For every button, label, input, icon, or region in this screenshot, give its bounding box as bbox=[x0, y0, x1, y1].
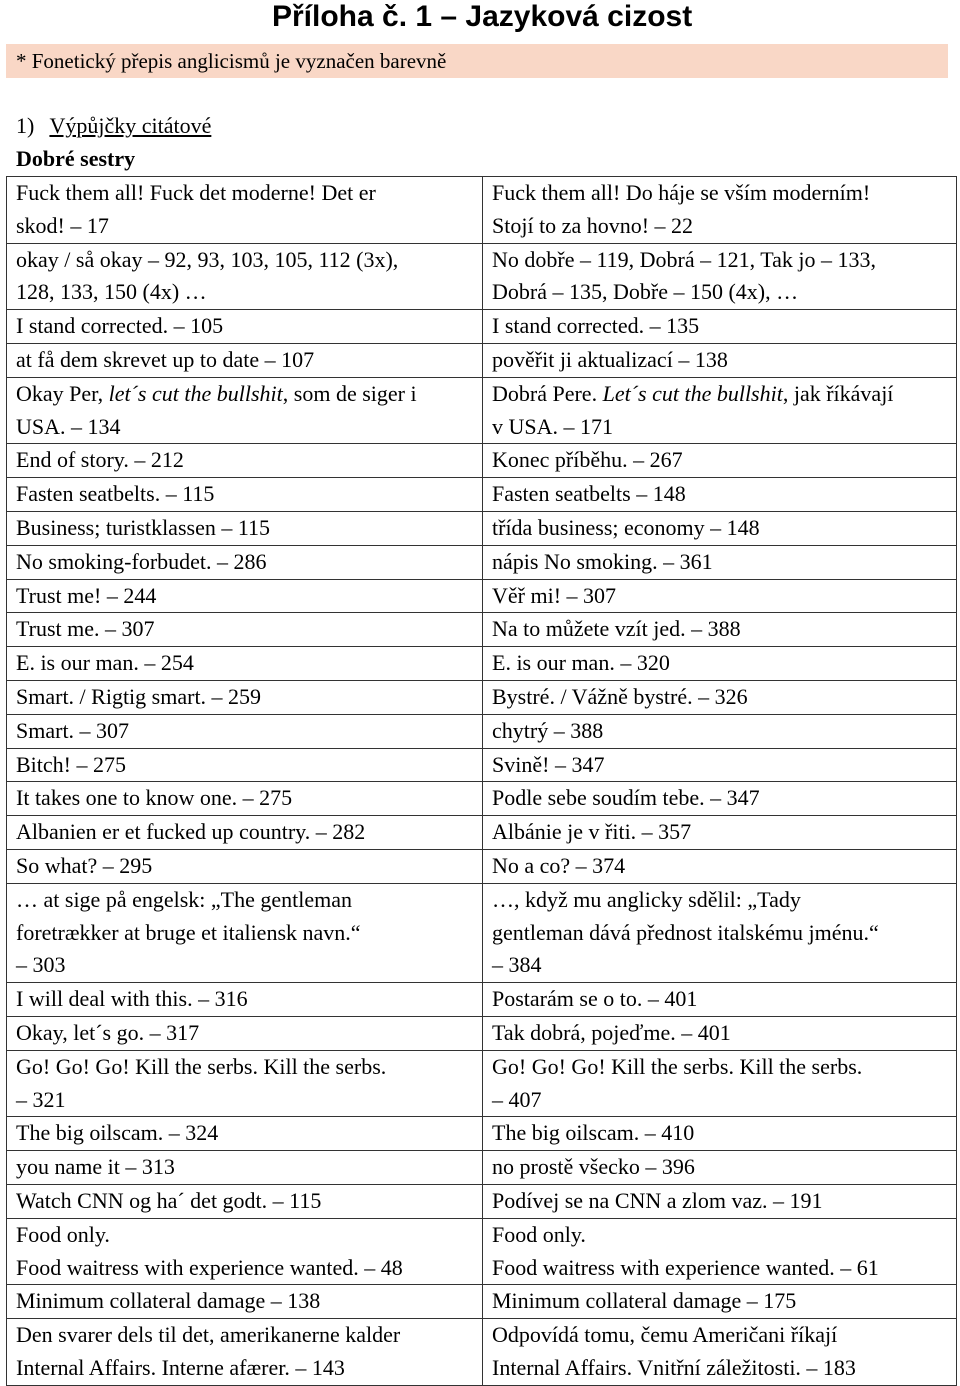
text-line: The big oilscam. – 324 bbox=[16, 1120, 219, 1146]
text-line: pověřit ji aktualizací – 138 bbox=[492, 346, 728, 372]
text-line: Postarám se o to. – 401 bbox=[492, 986, 698, 1012]
table-row bbox=[7, 983, 957, 1017]
text-line: Go! Go! Go! Kill the serbs. Kill the serbs. bbox=[16, 1053, 387, 1079]
translation-cell bbox=[483, 511, 957, 545]
source-cell bbox=[7, 1117, 483, 1151]
text-plain: , jak říkávají bbox=[782, 380, 894, 406]
translation-cell bbox=[483, 310, 957, 344]
translation-cell bbox=[483, 1050, 957, 1117]
text-line: Věř mi! – 307 bbox=[492, 582, 617, 608]
table-row bbox=[7, 478, 957, 512]
text-plain: , som de siger i bbox=[282, 380, 417, 406]
text-line: at få dem skrevet up to date – 107 bbox=[16, 346, 315, 372]
text-line: chytrý – 388 bbox=[492, 717, 604, 743]
translation-table bbox=[6, 176, 957, 1386]
text-line: Minimum collateral damage – 175 bbox=[492, 1288, 797, 1314]
text-line: Svině! – 347 bbox=[492, 751, 605, 777]
text-line: So what? – 295 bbox=[16, 852, 153, 878]
table-row bbox=[7, 579, 957, 613]
table-row bbox=[7, 1285, 957, 1319]
text-italic: let´s cut the bullshit bbox=[108, 380, 283, 406]
table-row bbox=[7, 511, 957, 545]
table-row bbox=[7, 444, 957, 478]
highlight-note: * Fonetický přepis anglicismů je vyznačen barevně bbox=[6, 44, 948, 78]
text-line: No dobře – 119, Dobrá – 121, Tak jo – 133, bbox=[492, 246, 877, 272]
translation-cell bbox=[483, 613, 957, 647]
page-title: Příloha č. 1 – Jazyková cizost bbox=[272, 0, 693, 33]
text-line: It takes one to know one. – 275 bbox=[16, 785, 293, 811]
source-cell bbox=[7, 1285, 483, 1319]
text-line: Konec příběhu. – 267 bbox=[492, 447, 683, 473]
text-line: Fasten seatbelts – 148 bbox=[492, 481, 686, 507]
text-line: Den svarer dels til det, amerikanerne kalder bbox=[16, 1322, 401, 1348]
text-plain: Okay Per, bbox=[16, 380, 109, 406]
text-line: – 303 bbox=[16, 952, 66, 978]
source-cell bbox=[7, 1319, 483, 1386]
text-line: Na to můžete vzít jed. – 388 bbox=[492, 616, 741, 642]
work-title: Dobré sestry bbox=[16, 146, 136, 171]
source-cell bbox=[7, 883, 483, 982]
table-row bbox=[7, 680, 957, 714]
translation-cell bbox=[483, 545, 957, 579]
text-line: no prostě všecko – 396 bbox=[492, 1154, 695, 1180]
section-heading bbox=[16, 110, 211, 142]
translation-cell bbox=[483, 1117, 957, 1151]
text-line: Minimum collateral damage – 138 bbox=[16, 1288, 321, 1314]
source-cell bbox=[7, 243, 483, 310]
translation-cell bbox=[483, 680, 957, 714]
text-line: … at sige på engelsk: „The gentleman bbox=[16, 886, 352, 912]
text-line: okay / så okay – 92, 93, 103, 105, 112 (3x), bbox=[16, 246, 399, 272]
section-label: Výpůjčky citátové bbox=[49, 113, 212, 138]
text-line: Odpovídá tomu, čemu Američani říkají bbox=[492, 1322, 838, 1348]
text-line: Go! Go! Go! Kill the serbs. Kill the serbs. bbox=[492, 1053, 863, 1079]
table-row bbox=[7, 1117, 957, 1151]
text-line: třída business; economy – 148 bbox=[492, 514, 760, 540]
text-line: The big oilscam. – 410 bbox=[492, 1120, 695, 1146]
text-line: gentleman dává přednost italskému jménu.“ bbox=[492, 919, 879, 945]
table-row bbox=[7, 310, 957, 344]
text-line: Bitch! – 275 bbox=[16, 751, 126, 777]
text-line: Food only. bbox=[492, 1221, 586, 1247]
text-line: Watch CNN og ha´ det godt. – 115 bbox=[16, 1187, 322, 1213]
text-line: I stand corrected. – 135 bbox=[492, 313, 700, 339]
text-line: Food waitress with experience wanted. – 61 bbox=[492, 1254, 879, 1280]
source-cell bbox=[7, 613, 483, 647]
text-line: Trust me. – 307 bbox=[16, 616, 155, 642]
translation-cell bbox=[483, 579, 957, 613]
text-line bbox=[16, 378, 474, 411]
source-cell bbox=[7, 478, 483, 512]
source-cell bbox=[7, 748, 483, 782]
text-line: End of story. – 212 bbox=[16, 447, 184, 473]
text-line: No smoking-forbudet. – 286 bbox=[16, 548, 267, 574]
text-line: Fuck them all! Fuck det moderne! Det er bbox=[16, 180, 376, 205]
table-row bbox=[7, 613, 957, 647]
text-line: No a co? – 374 bbox=[492, 852, 626, 878]
table-row bbox=[7, 647, 957, 681]
translation-cell bbox=[483, 444, 957, 478]
source-cell bbox=[7, 1016, 483, 1050]
source-cell bbox=[7, 714, 483, 748]
text-line: Podívej se na CNN a zlom vaz. – 191 bbox=[492, 1187, 823, 1213]
translation-cell bbox=[483, 1151, 957, 1185]
source-cell bbox=[7, 310, 483, 344]
text-line: I stand corrected. – 105 bbox=[16, 313, 224, 339]
text-line: Tak dobrá, pojeďme. – 401 bbox=[492, 1019, 731, 1045]
text-line: E. is our man. – 254 bbox=[16, 650, 194, 676]
translation-cell bbox=[483, 714, 957, 748]
translation-cell bbox=[483, 647, 957, 681]
text-line: Food waitress with experience wanted. – 48 bbox=[16, 1254, 403, 1280]
table-row bbox=[7, 1050, 957, 1117]
text-italic: Let´s cut the bullshit bbox=[602, 380, 783, 406]
table-row bbox=[7, 177, 957, 244]
translation-cell bbox=[483, 1285, 957, 1319]
source-cell bbox=[7, 647, 483, 681]
source-cell bbox=[7, 444, 483, 478]
source-cell bbox=[7, 377, 483, 444]
text-line: Internal Affairs. Vnitřní záležitosti. – 183 bbox=[492, 1354, 856, 1380]
source-cell bbox=[7, 782, 483, 816]
text-line: v USA. – 171 bbox=[492, 413, 614, 439]
text-line: nápis No smoking. – 361 bbox=[492, 548, 713, 574]
text-line: Smart. – 307 bbox=[16, 717, 130, 743]
text-line: Okay, let´s go. – 317 bbox=[16, 1019, 200, 1045]
text-line: Internal Affairs. Interne afærer. – 143 bbox=[16, 1354, 345, 1380]
text-line: Fasten seatbelts. – 115 bbox=[16, 481, 215, 507]
table-row bbox=[7, 545, 957, 579]
table-row bbox=[7, 343, 957, 377]
table-row bbox=[7, 1151, 957, 1185]
table-row bbox=[7, 816, 957, 850]
table-row bbox=[7, 748, 957, 782]
text-line: Podle sebe soudím tebe. – 347 bbox=[492, 785, 760, 811]
table-row bbox=[7, 883, 957, 982]
table-row bbox=[7, 1218, 957, 1285]
translation-cell bbox=[483, 816, 957, 850]
translation-cell bbox=[483, 983, 957, 1017]
text-line: Stojí to za hovno! – 22 bbox=[492, 212, 694, 238]
source-cell bbox=[7, 849, 483, 883]
table-row bbox=[7, 243, 957, 310]
source-cell bbox=[7, 1184, 483, 1218]
table-row bbox=[7, 1319, 957, 1386]
table-row bbox=[7, 1184, 957, 1218]
section-number: 1) bbox=[16, 113, 35, 138]
text-line: – 407 bbox=[492, 1086, 542, 1112]
text-line bbox=[492, 378, 948, 411]
text-line: Bystré. / Vážně bystré. – 326 bbox=[492, 683, 748, 709]
table-row bbox=[7, 782, 957, 816]
source-cell bbox=[7, 983, 483, 1017]
source-cell bbox=[7, 1050, 483, 1117]
text-line: Dobrá – 135, Dobře – 150 (4x), … bbox=[492, 279, 799, 305]
text-line: 128, 133, 150 (4x) … bbox=[16, 279, 207, 305]
source-cell bbox=[7, 343, 483, 377]
source-cell bbox=[7, 579, 483, 613]
text-line: Albanien er et fucked up country. – 282 bbox=[16, 819, 366, 845]
text-line: E. is our man. – 320 bbox=[492, 650, 670, 676]
translation-cell bbox=[483, 1319, 957, 1386]
source-cell bbox=[7, 680, 483, 714]
text-line: Trust me! – 244 bbox=[16, 582, 157, 608]
source-cell bbox=[7, 545, 483, 579]
source-cell bbox=[7, 511, 483, 545]
text-plain: Dobrá Pere. bbox=[492, 380, 603, 406]
translation-cell bbox=[483, 1218, 957, 1285]
text-line: …, když mu anglicky sdělil: „Tady bbox=[492, 886, 801, 912]
translation-cell bbox=[483, 748, 957, 782]
source-cell bbox=[7, 1151, 483, 1185]
translation-cell bbox=[483, 782, 957, 816]
translation-cell bbox=[483, 849, 957, 883]
text-line: I will deal with this. – 316 bbox=[16, 986, 248, 1012]
table-row bbox=[7, 1016, 957, 1050]
text-line: Food only. bbox=[16, 1221, 110, 1247]
translation-cell bbox=[483, 177, 957, 244]
table-row bbox=[7, 377, 957, 444]
translation-cell bbox=[483, 883, 957, 982]
translation-cell bbox=[483, 1184, 957, 1218]
text-line: skod! – 17 bbox=[16, 212, 109, 238]
text-line: – 384 bbox=[492, 952, 542, 978]
text-line: foretrækker at bruge et italiensk navn.“ bbox=[16, 919, 361, 945]
text-line: Business; turistklassen – 115 bbox=[16, 514, 271, 540]
source-cell bbox=[7, 816, 483, 850]
text-line: USA. – 134 bbox=[16, 413, 121, 439]
table-row bbox=[7, 714, 957, 748]
translation-cell bbox=[483, 377, 957, 444]
text-line: Albánie je v řiti. – 357 bbox=[492, 819, 692, 845]
source-cell bbox=[7, 1218, 483, 1285]
translation-cell bbox=[483, 243, 957, 310]
text-line: you name it – 313 bbox=[16, 1154, 175, 1180]
translation-cell bbox=[483, 478, 957, 512]
text-line: – 321 bbox=[16, 1086, 66, 1112]
table-row bbox=[7, 849, 957, 883]
text-line: Smart. / Rigtig smart. – 259 bbox=[16, 683, 262, 709]
source-cell bbox=[7, 177, 483, 244]
translation-cell bbox=[483, 1016, 957, 1050]
translation-cell bbox=[483, 343, 957, 377]
text-line: Fuck them all! Do háje se vším moderním! bbox=[492, 180, 871, 205]
